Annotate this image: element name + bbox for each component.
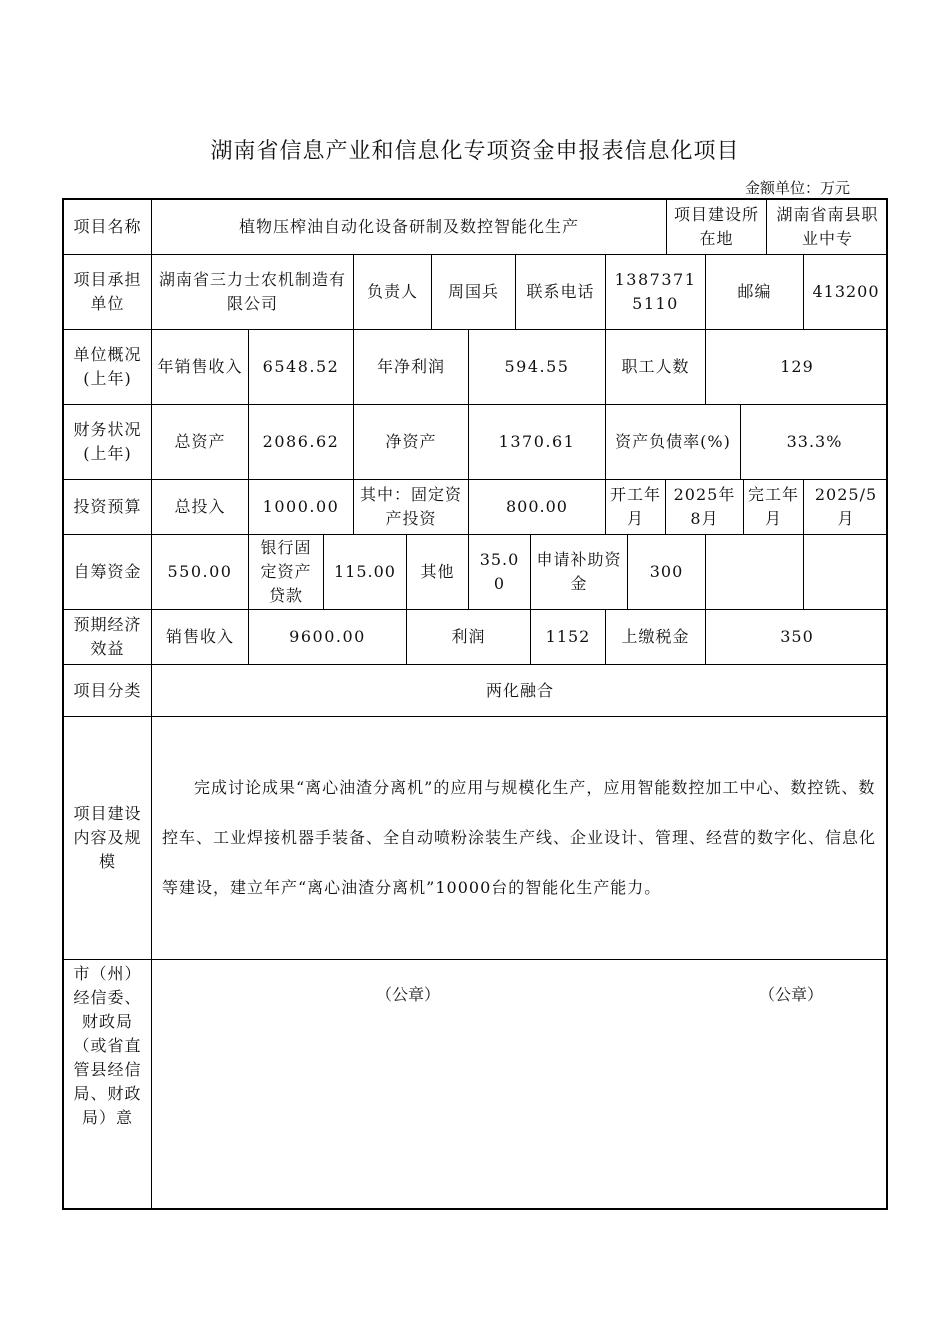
other-funds-label: 其他 — [407, 535, 469, 610]
project-name-value: 植物压榨油自动化设备研制及数控智能化生产 — [152, 200, 667, 255]
undertaking-unit-label: 项目承担单位 — [64, 255, 152, 330]
annual-sales-label: 年销售收入 — [152, 330, 249, 405]
staff-count-value: 129 — [706, 330, 888, 405]
end-date-value: 2025/5月 — [804, 480, 888, 535]
project-category-label: 项目分类 — [64, 665, 152, 717]
tax-value: 350 — [706, 610, 888, 665]
expected-profit-label: 利润 — [407, 610, 531, 665]
annual-sales-value: 6548.52 — [249, 330, 354, 405]
self-raised-funds-value: 550.00 — [152, 535, 249, 610]
unit-overview-label: 单位概况(上年) — [64, 330, 152, 405]
zip-value: 413200 — [804, 255, 888, 330]
total-investment-label: 总投入 — [152, 480, 249, 535]
subsidy-label: 申请补助资 金 — [531, 535, 628, 610]
zip-label: 邮编 — [706, 255, 804, 330]
subsidy-value: 300 — [628, 535, 706, 610]
net-profit-label: 年净利润 — [354, 330, 469, 405]
total-assets-value: 2086.62 — [249, 405, 354, 480]
construction-content-label: 项目建设内容及规模 — [64, 717, 152, 960]
fixed-asset-investment-value: 800.00 — [469, 480, 606, 535]
document-title: 湖南省信息产业和信息化专项资金申报表信息化项目 — [210, 139, 740, 164]
net-assets-label: 净资产 — [354, 405, 469, 480]
end-date-label: 完工年月 — [744, 480, 804, 535]
staff-count-label: 职工人数 — [606, 330, 706, 405]
official-seal-1: （公章） — [376, 985, 441, 1004]
expected-benefit-label: 预期经济效益 — [64, 610, 152, 665]
expected-sales-value: 9600.00 — [249, 610, 407, 665]
project-category-value: 两化融合 — [152, 665, 888, 717]
fixed-asset-investment-label: 其中：固定资产投资 — [354, 480, 469, 535]
other-funds-value: 35.00 — [469, 535, 531, 610]
phone-value: 13873715110 — [606, 255, 706, 330]
net-profit-value: 594.55 — [469, 330, 606, 405]
financial-status-label: 财务状况(上年) — [64, 405, 152, 480]
phone-label: 联系电话 — [516, 255, 606, 330]
bank-loan-value: 115.00 — [324, 535, 407, 610]
expected-sales-label: 销售收入 — [152, 610, 249, 665]
project-location-value: 湖南省南县职业中专 — [767, 200, 888, 255]
empty-cell — [804, 535, 888, 610]
project-location-label: 项目建设所在地 — [667, 200, 767, 255]
review-opinion-label: 市（州）经信委、财政局（或省直管县经信局、财政局）意 — [64, 960, 152, 1208]
project-name-label: 项目名称 — [64, 200, 152, 255]
debt-ratio-value: 33.3% — [741, 405, 888, 480]
expected-profit-value: 1152 — [531, 610, 606, 665]
total-assets-label: 总资产 — [152, 405, 249, 480]
construction-content-text: 完成讨论成果“离心油渣分离机”的应用与规模化生产，应用智能数控加工中心、数控铣、数控车、工业焊接机器手装备、全自动喷粉涂装生产线、企业设计、管理、经营的数字化、信息化等建设，建立年产“离心油渣分离机”10000台的智能化生产能力。 — [152, 717, 888, 960]
application-form-table — [62, 198, 888, 1210]
leader-label: 负责人 — [354, 255, 432, 330]
empty-cell — [706, 535, 804, 610]
debt-ratio-label: 资产负债率(%) — [606, 405, 741, 480]
official-seal-2: （公章） — [759, 985, 824, 1004]
total-investment-value: 1000.00 — [249, 480, 354, 535]
start-date-value: 2025年8月 — [666, 480, 744, 535]
amount-unit: 金额单位：万元 — [744, 179, 850, 197]
investment-budget-label: 投资预算 — [64, 480, 152, 535]
leader-value: 周国兵 — [432, 255, 516, 330]
bank-loan-label: 银行固定资产贷款 — [249, 535, 324, 610]
tax-label: 上缴税金 — [606, 610, 706, 665]
start-date-label: 开工年月 — [606, 480, 666, 535]
self-raised-funds-label: 自筹资金 — [64, 535, 152, 610]
undertaking-unit-value: 湖南省三力士农机制造有限公司 — [152, 255, 354, 330]
net-assets-value: 1370.61 — [469, 405, 606, 480]
